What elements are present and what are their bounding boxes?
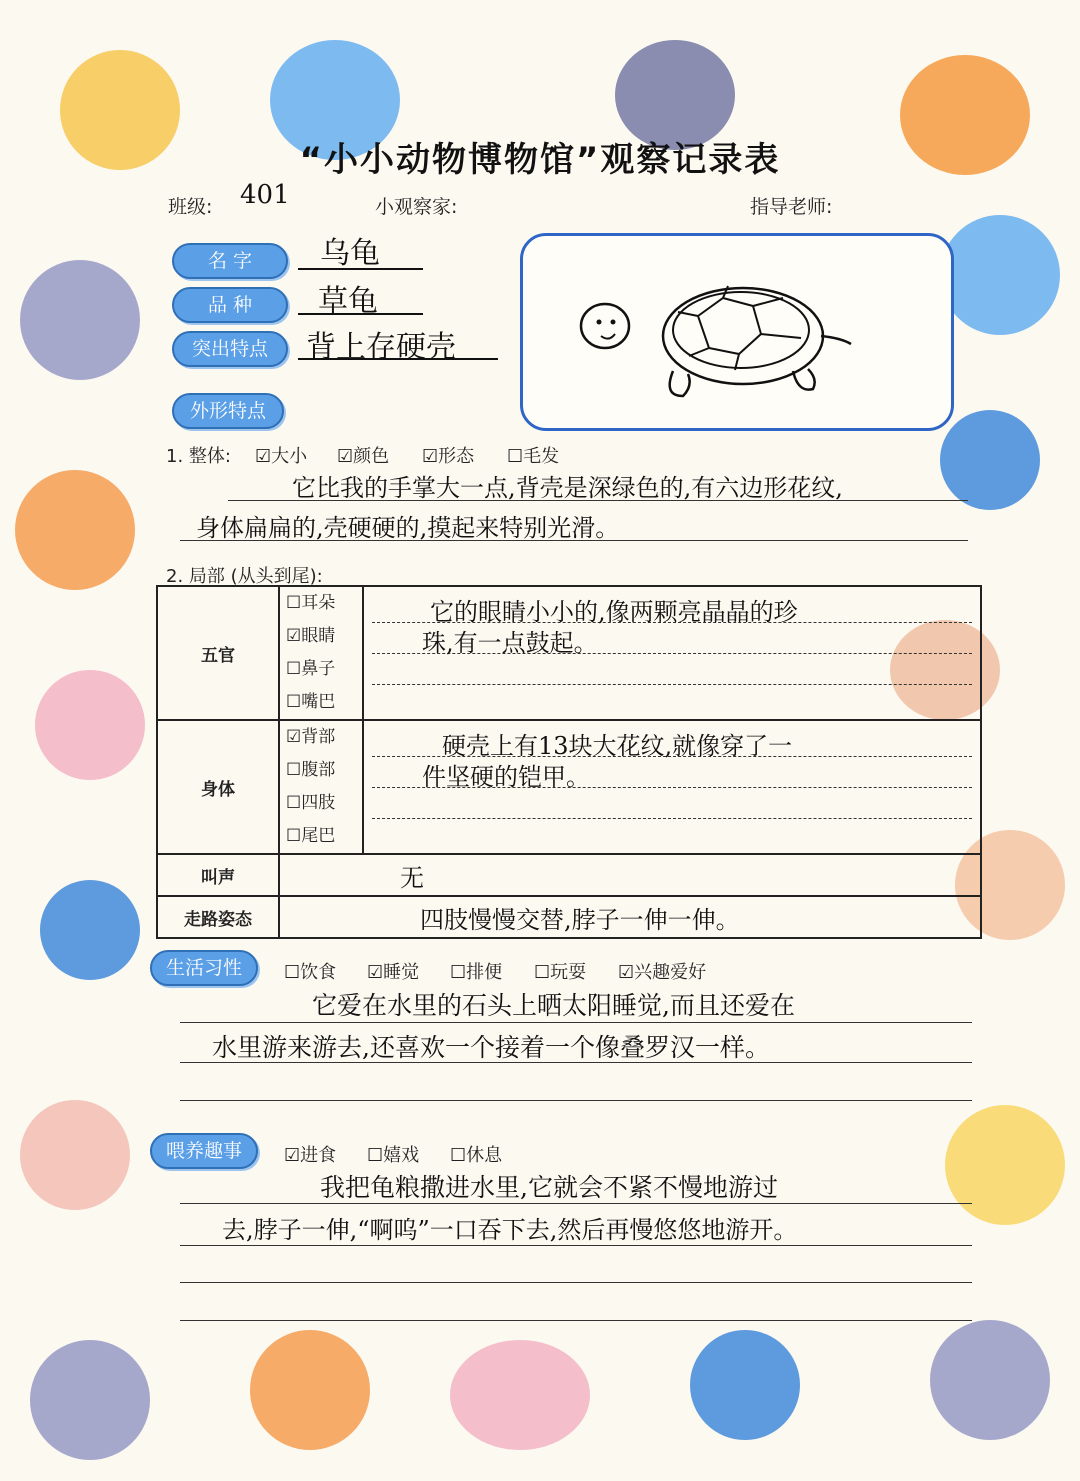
facial-text-line-2: 珠,有一点鼓起。 <box>372 623 972 654</box>
option-belly[interactable]: ☐腹部 <box>286 760 336 780</box>
habit-option-excretion[interactable]: ☐排便 <box>450 962 503 983</box>
habits-label: 生活习性 <box>150 950 258 986</box>
feeding-line-3 <box>180 1282 972 1283</box>
habits-text-line-2[interactable]: 水里游来游去,还喜欢一个接着一个像叠罗汉一样。 <box>212 1033 770 1062</box>
overall-option-color[interactable]: ☑颜色 <box>337 446 390 467</box>
facial-text-line-3 <box>372 654 972 685</box>
feature-label: 突出特点 <box>172 331 288 367</box>
feeding-text-line-1[interactable]: 我把龟粮撒进水里,它就会不紧不慢地游过 <box>320 1173 778 1202</box>
whale-sticker-bottom <box>450 1340 590 1450</box>
class-label: 班级: <box>168 196 213 218</box>
feeding-line-2 <box>180 1245 972 1246</box>
feeding-line-4 <box>180 1320 972 1321</box>
option-mouth[interactable]: ☐嘴巴 <box>286 692 336 712</box>
row-label-gait: 走路姿态 <box>157 896 279 938</box>
option-tail[interactable]: ☐尾巴 <box>286 826 336 846</box>
appearance-label: 外形特点 <box>172 393 284 429</box>
sound-notes[interactable] <box>279 854 981 896</box>
class-value[interactable]: 401 <box>240 180 290 210</box>
local-table <box>156 585 982 939</box>
name-value[interactable]: 乌龟 <box>320 236 380 271</box>
habits-line-3 <box>180 1100 972 1101</box>
observer-label: 小观察家: <box>375 196 458 218</box>
overall-label: 1. 整体: <box>166 446 231 467</box>
row-label-sound: 叫声 <box>157 854 279 896</box>
feeding-text-line-2[interactable]: 去,脖子一伸,“啊呜”一口吞下去,然后再慢悠悠地游开。 <box>222 1216 798 1244</box>
breed-underline <box>298 313 423 315</box>
feeding-label: 喂养趣事 <box>150 1133 258 1169</box>
facial-options <box>279 586 363 720</box>
body-text-line-4 <box>372 819 972 849</box>
local-label: 2. 局部 (从头到尾): <box>166 566 323 587</box>
overall-text-line-2[interactable]: 身体扁扁的,壳硬硬的,摸起来特别光滑。 <box>196 514 620 542</box>
drawing-area[interactable] <box>520 233 954 431</box>
body-text-line-3 <box>372 788 972 819</box>
body-text-line-1: 硬壳上有13块大花纹,就像穿了一 <box>372 726 972 757</box>
table-row <box>157 854 981 896</box>
page-title: “小小动物博物馆”观察记录表 <box>299 140 781 180</box>
table-row <box>157 586 981 720</box>
breed-label: 品 种 <box>172 287 288 323</box>
row-label-facial: 五官 <box>157 586 279 720</box>
sound-text: 无 <box>400 863 424 892</box>
overall-option-fur[interactable]: ☐毛发 <box>507 446 560 467</box>
feeding-option-eating[interactable]: ☑进食 <box>284 1145 337 1166</box>
option-back[interactable]: ☑背部 <box>286 727 336 747</box>
feature-value[interactable]: 背上存硬壳 <box>306 330 456 365</box>
habit-option-sleep[interactable]: ☑睡觉 <box>367 962 420 983</box>
feeding-option-playing[interactable]: ☐嬉戏 <box>367 1145 420 1166</box>
owl-sticker-right <box>940 215 1060 335</box>
whale-sticker <box>35 670 145 780</box>
overall-text-line-1[interactable]: 它比我的手掌大一点,背壳是深绿色的,有六边形花纹, <box>292 474 843 502</box>
body-notes[interactable] <box>363 720 981 854</box>
feeding-line-1 <box>180 1203 972 1204</box>
facial-text-line-1: 它的眼睛小小的,像两颗亮晶晶的珍 <box>372 592 972 623</box>
turtle-sticker <box>940 410 1040 510</box>
overall-option-size[interactable]: ☑大小 <box>255 446 308 467</box>
raccoon-sticker <box>20 260 140 380</box>
body-options <box>279 720 363 854</box>
option-eyes[interactable]: ☑眼睛 <box>286 626 336 646</box>
option-limbs[interactable]: ☐四肢 <box>286 793 336 813</box>
option-nose[interactable]: ☐鼻子 <box>286 659 336 679</box>
overall-line-1 <box>228 500 968 501</box>
overall-line-2 <box>180 540 968 541</box>
raccoon-sticker-bottom-right <box>930 1320 1050 1440</box>
row-label-body: 身体 <box>157 720 279 854</box>
turtle-sticker-left <box>40 880 140 980</box>
sheep-sticker <box>945 1105 1065 1225</box>
facial-notes[interactable] <box>363 586 981 720</box>
habits-text-line-1[interactable]: 它爱在水里的石头上晒太阳睡觉,而且还爱在 <box>312 991 795 1020</box>
habit-option-interest[interactable]: ☑兴趣爱好 <box>618 962 707 983</box>
fox-sticker-bottom <box>250 1330 370 1450</box>
feature-underline <box>298 358 498 360</box>
facial-text-line-4 <box>372 685 972 715</box>
turtle-drawing-icon <box>523 236 951 428</box>
breed-value[interactable]: 草龟 <box>318 284 378 319</box>
table-row <box>157 720 981 854</box>
teacher-label: 指导老师: <box>750 196 833 218</box>
raccoon-sticker-bottom <box>30 1340 150 1460</box>
rabbit-sticker <box>20 1100 130 1210</box>
habits-line-2 <box>180 1062 972 1063</box>
name-label: 名 字 <box>172 243 288 279</box>
overall-option-shape[interactable]: ☑形态 <box>422 446 475 467</box>
turtle-sticker-bottom <box>690 1330 800 1440</box>
feeding-option-resting[interactable]: ☐休息 <box>450 1145 503 1166</box>
habits-line-1 <box>180 1022 972 1023</box>
fox-sticker <box>15 470 135 590</box>
habit-option-diet[interactable]: ☐饮食 <box>284 962 337 983</box>
gait-text: 四肢慢慢交替,脖子一伸一伸。 <box>420 905 740 934</box>
name-underline <box>298 268 423 270</box>
table-row <box>157 896 981 938</box>
option-ears[interactable]: ☐耳朵 <box>286 593 336 613</box>
body-text-line-2: 件坚硬的铠甲。 <box>372 757 972 788</box>
gait-notes[interactable] <box>279 896 981 938</box>
habit-option-play[interactable]: ☐玩耍 <box>534 962 587 983</box>
